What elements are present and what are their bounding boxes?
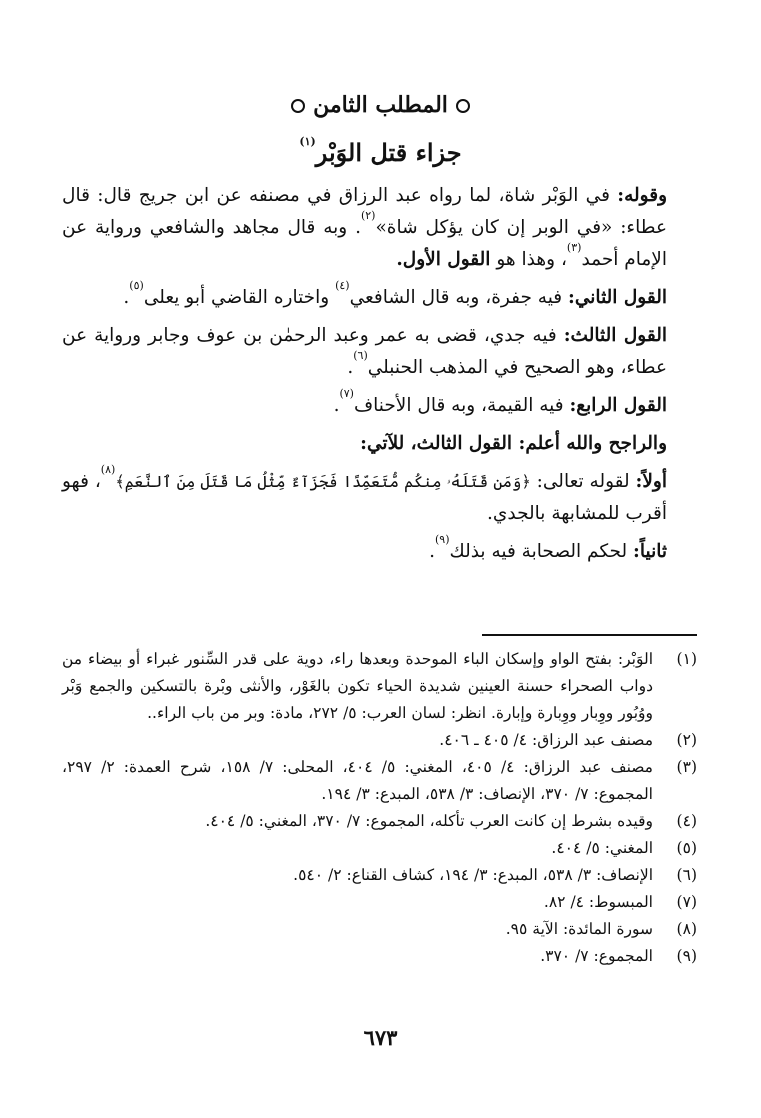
- page-number: ٦٧٣: [363, 1025, 398, 1050]
- paragraph-text: .: [123, 287, 130, 308]
- footnote-ref: (٥): [129, 279, 144, 292]
- quran-verse: ﴿وَمَن قَتَلَهُۥ مِنكُم مُّتَعَمِّدًا فَجَزَآءٌ مِّثْلُ مَا قَتَلَ مِنَ ٱلنَّعَمِ﴾: [115, 472, 531, 491]
- footnote-number: (٥): [676, 839, 697, 857]
- lead-term: القول الثاني:: [568, 287, 667, 308]
- footnote-ref: (٣): [566, 241, 582, 254]
- ring-ornament-icon: [291, 99, 305, 113]
- footnote-separator: [482, 634, 697, 636]
- footnote-ref: (٢): [360, 209, 376, 222]
- footnote-ref: (٩): [434, 533, 450, 546]
- footnote-text: المبسوط: ٤/ ٨٢.: [543, 893, 653, 911]
- paragraph-text: ، فهو أقرب للمشابهة بالجدي.: [62, 471, 667, 524]
- footnote-number: (٨): [676, 920, 697, 938]
- paragraph-7: [62, 533, 697, 568]
- page-title-text: جزاء قتل الوَبْر: [315, 138, 462, 167]
- lead-term: والراجح والله أعلم:: [518, 433, 667, 454]
- paragraph-5: [62, 428, 697, 460]
- footnote-number: (٩): [676, 947, 697, 965]
- paragraph-6: [62, 463, 697, 530]
- paragraph-3: [62, 320, 697, 384]
- footnote-ref: (٨): [100, 463, 116, 476]
- footnote-text: الوَبْر: بفتح الواو وإسكان الباء الموحدة وبعدها راء، دوية على قدر السِّنور غبراء أو بيضاء من دواب الصحراء حسنة العينين شديدة الحياء تكون بالغَوْر، والأنثى وبْرة بالتسكين والجمع وَبْر ووُبُور ووِبار ووِبارة وإبارة. انظر: لسان العرب: ٥/ ٢٧٢، مادة: وبر من باب الراء..: [62, 650, 653, 722]
- footnote-text: سورة المائدة: الآية ٩٥.: [505, 920, 653, 938]
- paragraph-text: فيه القيمة، وبه قال الأحناف: [353, 395, 570, 416]
- footnote: [62, 889, 697, 916]
- lead-term: القول الثالث:: [563, 325, 667, 346]
- paragraph-text: .: [429, 541, 435, 562]
- paragraph-2: [62, 279, 697, 314]
- section-heading: [0, 92, 761, 118]
- section-heading-text: المطلب الثامن: [313, 92, 448, 118]
- paragraph-text: ، وهذا هو: [490, 249, 567, 270]
- paragraph-text: .: [347, 357, 354, 378]
- ring-ornament-icon: [456, 99, 470, 113]
- paragraph-4: [62, 387, 697, 422]
- footnote-text: مصنف عبد الرزاق: ٤/ ٤٠٥، المغني: ٥/ ٤٠٤، المحلى: ٧/ ١٥٨، شرح العمدة: ٢/ ٢٩٧، المجموع: ٧/ ٣٧٠، الإنصاف: ٣/ ٥٣٨، المبدع: ٣/ ١٩٤.: [62, 758, 653, 803]
- paragraph-text: القول الثالث، للآتي:: [360, 433, 519, 454]
- footnote: [62, 727, 697, 754]
- footnote-text: الإنصاف: ٣/ ٥٣٨، المبدع: ٣/ ١٩٤، كشاف القناع: ٢/ ٥٤٠.: [293, 866, 653, 884]
- main-text: [62, 180, 697, 574]
- footnote-ref: (٦): [353, 349, 368, 362]
- footnote: [62, 862, 697, 889]
- footnote: [62, 646, 697, 727]
- footnote: [62, 916, 697, 943]
- paragraph-text: واختاره القاضي أبو يعلى: [143, 287, 336, 308]
- footnote: [62, 808, 697, 835]
- paragraph-text: .: [333, 395, 340, 416]
- paragraph-text: فيه جفرة، وبه قال الشافعي: [349, 287, 569, 308]
- footnote-text: وقيده بشرط إن كانت العرب تأكله، المجموع: ٧/ ٣٧٠، المغني: ٥/ ٤٠٤.: [205, 812, 653, 830]
- footnote-ref: (١): [299, 135, 316, 148]
- paragraph-text: . وبه قال مجاهد والشافعي ورواية عن الإمام أحمد: [62, 217, 667, 270]
- paragraph-text: فيه جدي، قضى به عمر وعبد الرحمٰن بن عوف وجابر ورواية عن عطاء، وهو الصحيح في المذهب الحنبلي: [62, 325, 667, 378]
- lead-term: ثانياً:: [633, 541, 667, 562]
- footnote-number: (٢): [676, 731, 697, 749]
- paragraph-1: [62, 180, 697, 276]
- footnote: [62, 943, 697, 970]
- footnotes: [62, 646, 697, 970]
- footnote-number: (١): [676, 650, 697, 668]
- footnote-number: (٧): [676, 893, 697, 911]
- footnote-number: (٦): [676, 866, 697, 884]
- lead-term: وقوله:: [617, 185, 667, 206]
- footnote-text: مصنف عبد الرزاق: ٤/ ٤٠٥ ـ ٤٠٦.: [439, 731, 653, 749]
- lead-term: القول الأول.: [396, 249, 491, 270]
- lead-term: القول الرابع:: [569, 395, 667, 416]
- paragraph-text: لحكم الصحابة فيه بذلك: [449, 541, 634, 562]
- footnote-ref: (٤): [335, 279, 350, 292]
- paragraph-text: في الوَبْر شاة، لما رواه عبد الرزاق في مصنفه عن ابن جريج قال: قال عطاء: «في الوبر إن كان يؤكل شاة»: [62, 185, 667, 238]
- lead-term: أولاً:: [635, 471, 668, 492]
- page-title: [0, 135, 761, 167]
- footnote: [62, 754, 697, 808]
- footnote-number: (٤): [676, 812, 697, 830]
- footnote-ref: (٧): [339, 387, 354, 400]
- footnote: [62, 835, 697, 862]
- paragraph-text: لقوله تعالى:: [530, 471, 636, 492]
- footnote-number: (٣): [676, 758, 697, 776]
- footnote-text: المغني: ٥/ ٤٠٤.: [551, 839, 653, 857]
- footnote-text: المجموع: ٧/ ٣٧٠.: [540, 947, 653, 965]
